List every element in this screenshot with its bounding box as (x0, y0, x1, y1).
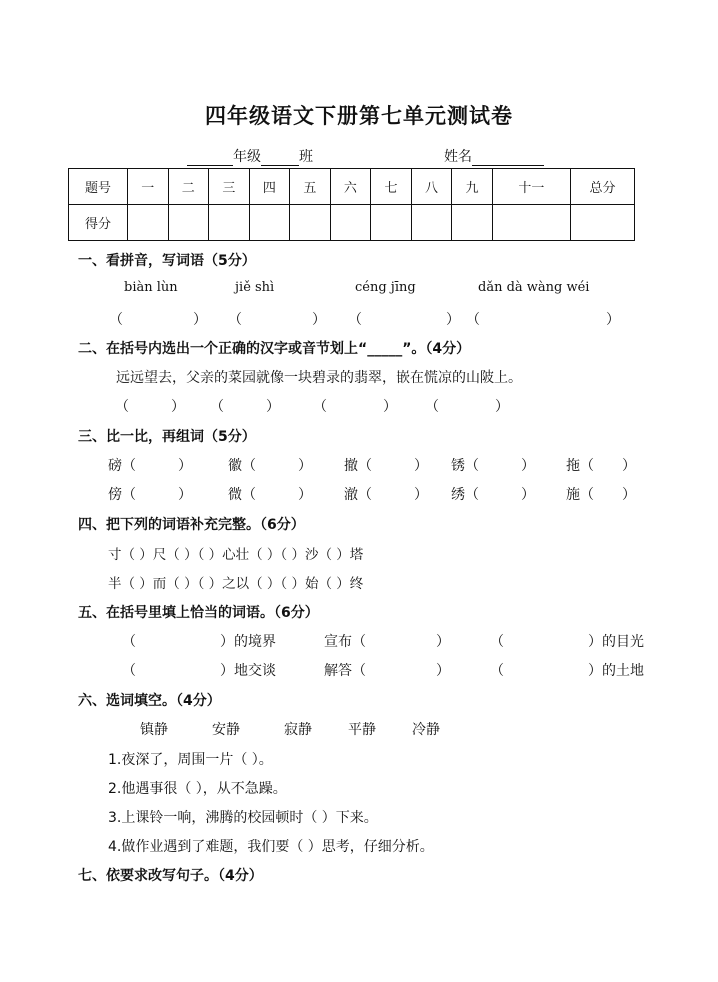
section-1-heading: 一、看拼音，写词语（5分） (78, 253, 256, 269)
fill-item: （ ）地交谈 (122, 663, 276, 679)
header-cell: 八 (411, 169, 452, 205)
class-blank[interactable] (261, 150, 299, 166)
compare-item: 澈（ ） (344, 487, 428, 503)
compare-item: 撤（ ） (344, 458, 428, 474)
header-cell: 五 (290, 169, 331, 205)
idiom-row-1: 寸（ ）尺（ ）（ ）心壮（ ）（ ）沙（ ）塔 (108, 547, 364, 563)
section-6-heading: 六、选词填空。（4分） (78, 693, 221, 709)
header-cell: 十一 (492, 169, 570, 205)
answer-blank-s2-4[interactable]: （ ） (425, 399, 509, 415)
answer-blank-s2-3[interactable]: （ ） (313, 399, 397, 415)
score-cell[interactable] (492, 205, 570, 241)
compare-char: 微 (228, 487, 242, 503)
name-label: 姓名 (444, 149, 472, 165)
score-cell[interactable] (209, 205, 250, 241)
fill-item: 宣布（ ） (324, 634, 450, 650)
score-header-row (69, 169, 635, 205)
section-2-sentence: 远远望去，父亲的菜园就像一块碧录的翡翠，嵌在慌凉的山陂上。 (116, 370, 522, 386)
question-1: 1.夜深了，周围一片（ ）。 (108, 752, 273, 768)
score-cell[interactable] (128, 205, 169, 241)
compare-item: 傍（ ） (108, 487, 192, 503)
score-cell[interactable] (411, 205, 452, 241)
header-cell: 一 (128, 169, 169, 205)
word-option: 冷静 (412, 722, 440, 738)
compare-char: 锈 (451, 458, 465, 474)
idiom-row-2: 半（ ）而（ ）（ ）之以（ ）（ ）始（ ）终 (108, 576, 364, 592)
compare-char: 施 (566, 487, 580, 503)
fill-item: （ ）的目光 (490, 634, 644, 650)
header-cell: 总分 (571, 169, 635, 205)
name-field (444, 146, 544, 166)
score-cell[interactable] (571, 205, 635, 241)
compare-item: 磅（ ） (108, 458, 192, 474)
header-cell: 三 (209, 169, 250, 205)
score-cell[interactable] (330, 205, 371, 241)
score-cell[interactable] (249, 205, 290, 241)
score-row-label: 得分 (69, 205, 128, 241)
header-cell: 七 (371, 169, 412, 205)
question-2: 2.他遇事很（ ），从不急躁。 (108, 781, 287, 797)
pinyin-2: jiě shì (235, 280, 275, 295)
word-option: 寂静 (284, 722, 312, 738)
compare-item: 拖（ ） (566, 458, 636, 474)
score-cell[interactable] (371, 205, 412, 241)
answer-blank-s2-1[interactable]: （ ） (115, 399, 185, 415)
pinyin-1: biàn lùn (124, 280, 178, 295)
score-row (69, 205, 635, 241)
word-option: 镇静 (140, 722, 168, 738)
fill-item-text: 的境界 (234, 634, 276, 650)
answer-blank-3[interactable]: （ ） (348, 312, 460, 328)
compare-item: 施（ ） (566, 487, 636, 503)
compare-char: 撤 (344, 458, 358, 474)
fill-item: （ ）的土地 (490, 663, 644, 679)
score-table (68, 168, 635, 241)
page-title: 四年级语文下册第七单元测试卷 (205, 103, 513, 128)
header-cell: 题号 (69, 169, 128, 205)
compare-char: 傍 (108, 487, 122, 503)
score-cell[interactable] (452, 205, 493, 241)
fill-item: （ ）的境界 (122, 634, 276, 650)
grade-blank[interactable] (187, 150, 233, 166)
section-7-heading: 七、依要求改写句子。（4分） (78, 868, 263, 884)
score-cell[interactable] (290, 205, 331, 241)
answer-blank-4[interactable]: （ ） (466, 312, 620, 328)
header-cell: 六 (330, 169, 371, 205)
question-3: 3.上课铃一响，沸腾的校园顿时（ ）下来。 (108, 810, 378, 826)
fill-item-text: 的土地 (602, 663, 644, 679)
pinyin-3: céng jīng (355, 280, 416, 295)
compare-item: 锈（ ） (451, 458, 535, 474)
score-cell[interactable] (168, 205, 209, 241)
word-option: 安静 (212, 722, 240, 738)
compare-item: 徽（ ） (228, 458, 312, 474)
section-5-heading: 五、在括号里填上恰当的词语。（6分） (78, 605, 319, 621)
fill-item-text: 宣布 (324, 634, 352, 650)
question-4: 4.做作业遇到了难题，我们要（ ）思考，仔细分析。 (108, 839, 434, 855)
answer-blank-1[interactable]: （ ） (109, 312, 207, 328)
word-option: 平静 (348, 722, 376, 738)
compare-item: 绣（ ） (451, 487, 535, 503)
fill-item-text: 解答 (324, 663, 352, 679)
answer-blank-2[interactable]: （ ） (228, 312, 326, 328)
fill-item-text: 的目光 (602, 634, 644, 650)
header-cell: 二 (168, 169, 209, 205)
grade-field (187, 146, 313, 166)
header-cell: 四 (249, 169, 290, 205)
fill-item: 解答（ ） (324, 663, 450, 679)
compare-char: 绣 (451, 487, 465, 503)
compare-char: 澈 (344, 487, 358, 503)
compare-char: 徽 (228, 458, 242, 474)
compare-char: 拖 (566, 458, 580, 474)
class-label: 班 (299, 149, 313, 165)
section-2-heading: 二、在括号内选出一个正确的汉字或音节划上“_____”。（4分） (78, 341, 471, 357)
section-4-heading: 四、把下列的词语补充完整。（6分） (78, 517, 305, 533)
fill-item-text: 地交谈 (234, 663, 276, 679)
compare-char: 磅 (108, 458, 122, 474)
pinyin-4: dǎn dà wàng wéi (478, 280, 590, 295)
name-blank[interactable] (472, 150, 544, 166)
grade-label: 年级 (233, 149, 261, 165)
compare-item: 微（ ） (228, 487, 312, 503)
section-3-heading: 三、比一比，再组词（5分） (78, 429, 256, 445)
header-cell: 九 (452, 169, 493, 205)
answer-blank-s2-2[interactable]: （ ） (210, 399, 280, 415)
